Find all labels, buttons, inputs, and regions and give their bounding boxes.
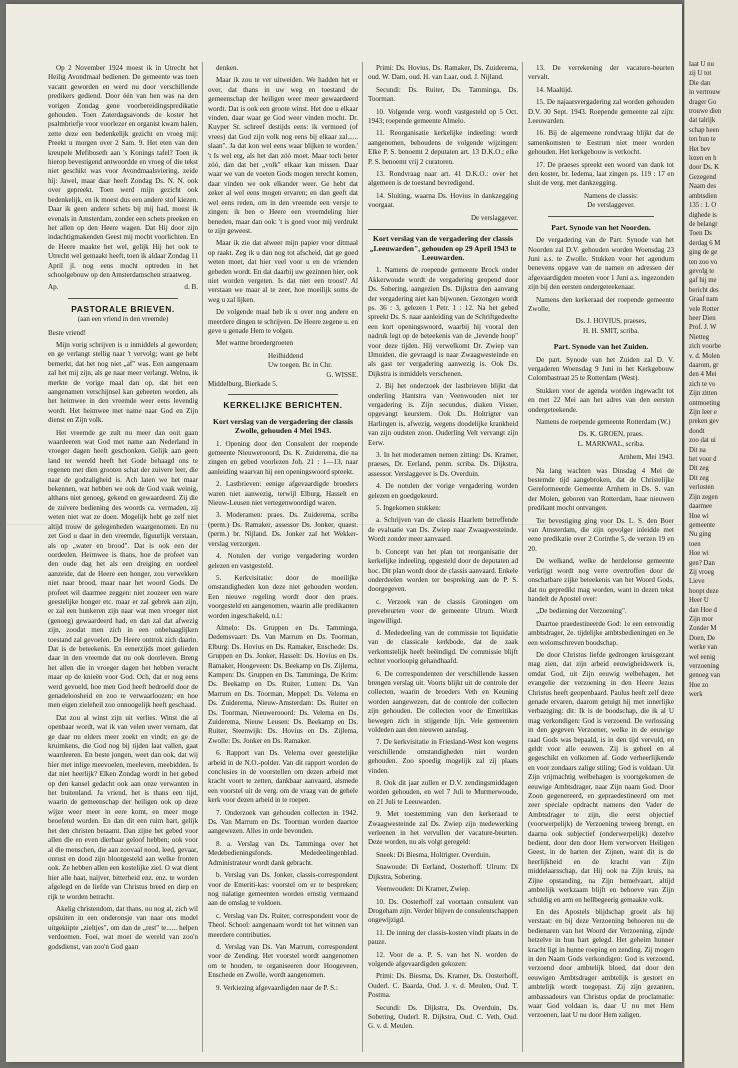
paragraph: Sneek: Di Biesma, Holtrigter. Overduin.	[376, 850, 491, 859]
edge-line: Zijn leer e	[689, 409, 717, 417]
edge-line: hoopt deze	[689, 587, 719, 595]
paragraph: 13. De verrekening der vacature-beurten vervalt.	[528, 64, 674, 82]
edge-line: ging de ge	[689, 249, 718, 257]
paragraph: Namens den kerkeraad der roepende gemeente Zwolle,	[528, 295, 674, 313]
edge-line: Lieve	[689, 578, 705, 586]
paragraph: Met warme broedergroeten	[216, 339, 294, 348]
paragraph: 1. Opening door den Consulent der roepende gemeente Nieuwerooord, Ds. K. Zuiderema, die na zingen en gebed voorlezen Joh. 21 : 1—13, naar aanleiding waarvan hij een openingswoord spreekt.	[208, 439, 358, 476]
edge-line: de belangr	[689, 220, 718, 228]
edge-line: werk	[689, 691, 703, 699]
edge-line: 135 : 1. O	[689, 202, 717, 210]
paragraph: Stukken voor de agenda worden ingewacht tot en met 22 Mei aan het adres van den eersten ondergeteekende.	[528, 386, 674, 414]
edge-line: in vertrouw	[689, 89, 721, 97]
signoff-name: G. WISSE.	[326, 370, 358, 379]
edge-line: gemeente	[689, 521, 716, 529]
paragraph: Primi: Ds. Biesma, Ds. Kramer, Ds. Oosterhoff, Ouderl. C. Baarda, Oud. J. v. d. Meulen, Oud. T. Postma.	[368, 972, 518, 1000]
edge-line: gen? Dan	[689, 559, 715, 567]
edge-line: dan Hoe d	[689, 606, 717, 614]
paragraph: Maar ik zie dat alweer mijn papier voor ditmaal op raakt. Zeg ik u dan nog tot afscheid, dat ge goed weten moet, dat hier veel voor u en de vrienden gebeden wordt. En dat daarbij uw gezinnen hier, ook niet worden vergeten. Is dat niet een troost? Al verstaan we maar al te zeer, hoe moeilijk soms de weg u zal lijken.	[208, 239, 358, 304]
edge-line: verzoening	[689, 663, 720, 670]
paragraph: De welkand, welke de herdeloose gemeente verkrijgt wordt nog verre overtroffen door de onschatbare zijke beteekenis van het Woord Gods, dat nu gepredikt mag worden, want in dezen tekst handelt de Apostel over:	[528, 557, 674, 603]
paragraph: Na lang wachten was Dinsdag 4 Mei de bestemde tijd aangebroken, dat de Christelijke Gereformeerde Gemeente Arnhem in Ds. S. van der Molen, geboren van Rotterdam, haar nieuwen predikant mocht ontvangen.	[528, 466, 674, 513]
paragraph: „De bediening der Verzoening".	[536, 607, 627, 616]
paragraph: 8. a. Verslag van Ds. Tamminga over het Medebedieningsfonds. Mededeelingenblad. Administrateur wordt dank gebracht.	[208, 839, 358, 867]
paragraph: 8. Ook dit jaar zullen er D.V. zendingsmiddagen worden gehouden, en wel 7 Juli te Murmerwoude, en 21 Juli te Leeuwarden.	[368, 779, 518, 806]
pastorale-body	[48, 341, 198, 952]
article-title-zwolle: Kort verslag van de vergadering der classis Zwolle, gehouden 4 Mei 1943.	[213, 416, 353, 436]
paragraph: 7. Onderzoek van gehouden collecten in 1942. Ds. Van Marrum en Ds. Toorman worden daartoe aangewezen. Alles in orde bevonden.	[208, 808, 358, 836]
part-synode-noorden-body	[528, 236, 674, 314]
signoff-place: Middelburg, Bierkade 5.	[208, 380, 278, 388]
adjacent-page-text	[685, 0, 738, 700]
leeuwarden-report	[368, 266, 518, 1031]
paragraph: 13. Rondvraag naar art. 41 D.K.O.: over het algemeen is de toestand bevredigend.	[368, 170, 518, 188]
edge-line: Hoe wi	[689, 550, 709, 558]
paragraph: Namens de roepende gemeente Rotterdam (W.)	[536, 418, 671, 426]
article-title-leeuwarden: Kort verslag van de vergadering der classis „Leeuwarden", gehouden op 29 April 1943 te Leeuwarden.	[368, 229, 518, 262]
paragraph: Daartoe praedestineerde God: 1e een eenvoudig ambtsdrager, 2e. tijdelijke ambtsbedieningen en 3e een welomschreven boodschap.	[528, 619, 674, 647]
arnhem-dateline: Arnhem, Mei 1943.	[618, 453, 674, 462]
edge-line: ten zoo vo	[689, 258, 718, 266]
edge-line: wel eenig	[689, 653, 716, 661]
paragraph: 14. Maaltijd.	[536, 85, 573, 94]
paragraph: Snawoude: Di Eerland, Oosterhoff. Ulrum: Di Dijkstra, Sobering.	[368, 863, 518, 881]
paragraph: 4. Notulen der vorige vergadering worden gelezen en vastgesteld.	[208, 552, 358, 570]
adjacent-page-edge	[684, 0, 738, 1068]
edge-line: Hoe wi	[689, 512, 709, 520]
zwolle-report-continuation	[368, 64, 518, 211]
paragraph: En des Apostels blijdschap groeit als hij verstaat: en bij deze Verzoening behooren nu de bedienaren van het Woord der Verzoening, zijnde hetzelve in hun hart gelegd. Het geheim hunner kracht ligt in hunne roeping en zending. Zij mogen in den Naam Gods verkondigen: God is verzoend, verzoend door ambtelijk bloed, dat door den eeuwigen Ambtsdrager ambtelijk is gestort en ambtelijk wordt toegepast. Zij zijn gezanten, ambassadeurs van Christus opdat de proclamatie: waar God voldaan is, daar U nu met Hem verzoenen, laat U nu door Hem zaligen.	[528, 907, 674, 1020]
divider	[228, 394, 338, 395]
edge-line: doodt	[689, 427, 705, 435]
edge-line: Zijn zitten	[689, 390, 718, 398]
paragraph: 16. Bij de algemeene rondvraag blijkt dat de samenkomsten te Eestrum niet meer worden gehouden. Het kerkgebouw is verkocht.	[528, 129, 674, 157]
edge-line: dighede is	[689, 211, 717, 219]
paragraph: 10. Ds. Oosterhoff zal voortaan consulent van Drogeham zijn. Verder blijven de consulentschappen ongewijzigd.	[368, 897, 518, 925]
paragraph: Primi: Ds. Hovius, Ds. Ramaker, Ds. Zuiderema, oud. W. Dam, oud. H. van Laar, oud. J. Nijland.	[368, 64, 518, 82]
paragraph: 15. De najaarsvergadering zal worden gehouden D.V. 30 Sept. 1943. Roepende gemeente zal zijn: Leeuwarden.	[528, 98, 674, 126]
signoff-line: Heilhiddend	[268, 351, 304, 360]
edge-line: werke van	[689, 644, 718, 652]
edge-line: zich te vo	[689, 380, 716, 388]
paragraph: d. Mededeeling van de commissie tot liquidatie van de classicale kerkbode, dat de zaak verkomstelijk heeft beëindigd. De commissie blijft echter voorloopig gehandhaafd.	[368, 628, 518, 666]
pastorale-signoff	[268, 352, 358, 380]
edge-line: gevolg te	[689, 267, 715, 275]
edge-line: Het bev	[689, 145, 711, 153]
column-1	[48, 64, 198, 955]
paragraph: Het vreemde ge zult nu meer dan ooit gaan waardeeren wat God met name aan Nederland in vroeger dagen heeft geschonken. Gelijk aan geen land ter wereld heeft het Gode behaagd ons te regenen met dien grooten schat der zuivere leer, die naar de godzaligheid is. Ach laten we het maar bekennen, wat hebben we ook de God vaak weinig, althans niet genoeg, gekend en gewaardeerd. Zij die de zuivere bediening des woords ca. vermaden, zij weten niet wat ze doen. Mogelijk hebt ge zelf niet altijd trouw de gelegenheden waargenomen. En nu zet God u daar in den vreemde, figuurlijk verstaan, als op „water en brood". Dat is ook een der oordeelen. Heimwee is thans, hoe de profeet van den oude dag het als een dreiging en oordeel aanzeide, dat de Heere een honger, zou verwekken niet naar brood, maar naar het woord Gods. De profeet wil daarmee zeggen: niet zoozeer een ware geestelijke honger etc. maar er zal gebrek aan zijn, er zal een hunkeren zijn naar wat men vroeger niet (genoeg) gewaardeerd had, en dan zal dat afwezig zijn, zoodat men zich in een onbehaaglijken toestand zal gevoelen. De Heere onttrok zich daarin. Dat is de beteekenis. En eenerzijds moet gelieden daar in den vreemde dat nu ook doorleven. Breng het allen die in vroeger dagen het hebben veracht maar op de knieën voor God. Och, dat er nog eens werd gevoeld, hoe men God heeft bedroefd door de genadeloosheid en zoo te verwaarloozen; en hoe men eigen zieleheil zoo onnoogelijk heeft geschaad.	[48, 428, 198, 710]
signature-line: Ds. K. GROEN, praes.	[578, 430, 644, 439]
leeuwarden-signature	[548, 192, 674, 211]
edge-line: v. d. Molen	[689, 352, 720, 360]
edge-line: laat U nu	[689, 61, 714, 68]
signoff-line: Uw toegen. Br. in Chr.	[268, 361, 333, 370]
edge-line: zich voorbe	[689, 343, 721, 351]
paragraph: 5. Ingekomen stukken:	[376, 504, 441, 513]
edge-line: verlosten	[689, 484, 714, 492]
part-synode-noorden-title: Part. Synode van het Noorden.	[551, 222, 651, 232]
edge-line: drager Go	[689, 98, 717, 106]
edge-line: Dit na	[689, 446, 706, 454]
paragraph: 7. De kerkvisitatie in Friesland-West kon wegens verschillende omstandigheden niet worden gehouden. Zoo spoedig mogelijk zal zij plaats vinden.	[368, 738, 518, 775]
column-rule	[362, 62, 363, 1052]
edge-line: derdag 6 M	[689, 239, 721, 247]
part-synode-zuiden-title: Part. Synode van het Zuiden.	[553, 342, 649, 352]
edge-line: daarom, gr	[689, 362, 719, 369]
section-subtitle: (aan een vriend in den vreemde)	[77, 315, 169, 324]
paragraph: 11. De inning der classis-kosten vindt plaats in de pauze.	[368, 928, 518, 947]
edge-line: lezen en h	[689, 155, 717, 163]
paragraph: 4. De notulen der vorige vergadering worden gelezen en goedgekeurd.	[368, 482, 518, 500]
paragraph: 6. De correspondenten der verschillende kassen brengen verslag uit. Voorts blijkt uit de controle der collecten, waarin de broeders Veth en Keuning worden aangewezen, dat de controle der collecten zijn gehouden. De collecten voor de Emeritikas hewegen zich in stijgende lijn. Vele gemeenten voldeden aan den nieuwen aanslag.	[368, 669, 518, 734]
signature-line: H. H. SMIT, scriba.	[582, 326, 640, 335]
column-rule	[202, 62, 203, 1052]
leeuwarden-report-continuation	[528, 64, 674, 189]
paragraph: b. Concept van het plan tot reorganisatie der kerkelijke indeeling, opgesteld door de deputaten ad hoc. Dit plan wordt door de classis aanvaard. Enkele onderdeelen worden ter bespreking aan de P. S. doorgegeven.	[368, 547, 518, 594]
edge-line: Gezegend	[689, 173, 717, 181]
paragraph: Maar ik zou te ver uitweiden. We hadden het er over, dat thans in uw weg en toestand de gemeenschap der heiligen weer meer gewaardeerd wordt. Dat is ook een groote winst. Het doe u elkaar vinden, daar waar ge God weer vinden mocht. Dr. Kuyper Sr. schreef destijds eens: ik vermoed (of vrees) dat God zijn volk nog eens bij elkaar zal...... slaan". Ja dat kon wel eens waar blijken te worden.' 't Is wel erg, als het dan zóó moet. Maar toch beter zóó, dan dat het „volk" elkaar kan missen. Daar waar we van de voeten Gods mogen terecht komen, daar vinden we ook elkander weer. Ge hebt dat zeker al wel eens mogen ervaren; en dan geeft dat wel eens reden, om in den vreemde een versje te zingen: ik ben o Heere een vreemdeling hier beneden, maar dan ook: 't is goed voor mij verdrukt te zijn geweest.	[208, 76, 358, 235]
paragraph: b. Verslag van Ds. Jonker, classis-correspondent voor de Emeriti-kas: voorstel om er te bespreken; nog nalatige gemeenten worden ernstig vermaand aan de omslag te voldoen.	[208, 871, 358, 908]
paragraph: 12. Voor de a. P. S. van het N. worden de volgende afgevaardigden gekozen:	[368, 950, 518, 968]
paragraph: De part. Synode van het Zuiden zal D. V. vergaderen Woensdag 9 Juni in het Kerkgebouw Colombastraat 25 te Rotterdam (West).	[528, 355, 674, 383]
edge-line: vele Rotter	[689, 305, 720, 313]
edge-line: Zonder M	[689, 625, 717, 633]
edge-line: bericht des	[689, 286, 719, 294]
edge-line: gaf hij me	[689, 277, 717, 285]
column-3	[368, 64, 518, 1035]
top-signature: De verslaggever.	[470, 213, 518, 222]
edge-line: het voor d	[689, 456, 717, 464]
paragraph: De volgende maal heb ik u over nog andere en meerdere dingen te schrijven. De Heere zegene u. en geve u genade Hem te volgen.	[208, 308, 358, 335]
zwolle-report	[208, 440, 358, 993]
paragraph: 14. Sluiting, waarna Ds. Hovius in dankzegging voorgaat.	[368, 191, 518, 210]
paragraph: 2. Lastbrieven: eenige afgevaardigde broeders waren niet aanwezig, terwijl Elburg, Hasselt en Nieuw-Leusen niet vertegenwoordigd waren.	[208, 480, 358, 508]
edge-line: Die dan	[689, 79, 711, 87]
paragraph: 1. Namens de roepende gemeente Brock onder Akkerwoude wordt de vergadering geopend door Ds. Sobering, aangezien Ds. Dijkstra den aanvang der vergadering niet kan bijwonen. Gezongen wordt ps. 36 : 3, gelezen 1 Petr. 1 : 12. Na het gebed spreekt Ds. S. naar aanleiding van de Schriftgedeelte een kort openingswoord, waarbij hij vooral den nadruk legt op de beteekenis van de „levende hoop" voor deze tijden. Hij verwelkomt Dr. Zwiep van IJmuiden, die gevraagd is naar Zwaagwesteinde en als gast ter vergadering aanwezig is. Ook Ds. Dijkstra is inmiddels verschenen.	[368, 266, 518, 378]
edge-line: Zijn zegen	[689, 493, 718, 501]
paragraph: Mijn vorig schrijven is u inmiddels al geworden; en ge verlangt stellig naar 't vervolg; want ge hebt bemerkt, dat het nog niet „af" was. Een aangenaam zal het mij zijn, als ge naar meer verlangt. Welnu, ik merkte de vorige maal dan op, dat het een aangenamen verschijnsel kan geheeten worden, als het heimwee in den vreemde weer eens levendig wordt. Het heimwee met name naar God en Zijn dienst en Zijn volk.	[48, 340, 198, 425]
paragraph: 2. Bij het onderzoek der lastbrieven blijkt dat onderling Hantstra van Veenwouden niet ter vergadering is. Zijn secundus, diaken Visser, opgevangt keurstem. Ook Ds. Holtrigter van Harlingen is, afwezig, wegens doodelijke krankheid van zijn oudsten zoon. Ouderling Velt vervangt zijn Eerw.	[368, 382, 518, 447]
intro-article	[48, 64, 198, 280]
edge-line: dat talrijk	[689, 117, 716, 125]
paragraph: denken.	[216, 64, 239, 72]
edge-line: preken gev	[689, 418, 720, 426]
divider	[68, 298, 178, 299]
signature-line: Ds. J. HOVIUS, praeses,	[575, 317, 647, 326]
paragraph: a. Schrijven van de classis Haarlem betreffende de evaluatie van Ds. Zwiep naar Zwaagwesteinde. Wordt zonder meer aanvaard.	[368, 516, 518, 544]
edge-line: schap heen	[689, 126, 720, 134]
edge-line: toen	[689, 540, 701, 548]
paragraph: De door Christus liefde gedrongen kruisgezant mag zien, dat zijn arbeid eeuwigheidswerk is, omdat God, uit Zijn eeuwig welbehagen, het evangelie der verzoening in den Heere Jezus Christus heeft geopenbaard. Paulus heeft zelf deze genade ervaren, daarom getuigt hij met innerlijke verbaziging: dit: Ik is de boodschap, die ik al U mag verkondigen: God is verzoend. De verlossing in den gegeven Verzoener, welke in de eeuwige raad Gods was bepaald, is in den tijd vervuld, en geldt voor alle eeuwen. Zij is geheel en al gegeschikt en volkomen af. Gode verheerlijkende en voor zondaars zalige stiling; God is voldaan. Uit Zijn vrijmachtig welbehagen is voortgekomen de eeuwige Ambtsdrager, naar Zijn naam God. Door Zoon gegenereerd, en gepraedestineerd om met zeer speciale opdracht namens den Vader de Ambtsdrager te zijn, die eerst objectief (voorwerpelijk) de Verzoening teweeg brengt, en daarna ook subjectief (onderwerpelijk) dezelve bedient, door den door Hem verworven Heiligen Geest, in de harten der Zijnen, want dit is de heerlijkheid en de kracht van Zijn middelaarsschap, dat Hij ook na Zijn kruis, na Zijne opstanding, na Zijn hemelvaart, altijd ambtelijk werkzaam blijft en behoeve van Zijn schuldig en arm en hellbegeerig gemaakte volk.	[528, 650, 674, 904]
edge-line: Nietteg	[689, 333, 710, 341]
paragraph: 6. Rapport van Ds. Velema over geestelijke arbeid in de N.O.-polder. Van dit rapport worden de conclusies in de voorstellen om dezen arbeid met kracht voort te zetten, dankbaar aanvaard, alsmede een voorstel uit de verg. om de vraag van de gehele kerk voor dezen arbeid in te roepen.	[208, 749, 358, 805]
edge-line: ten hun te	[689, 136, 716, 144]
paragraph: 9. Met toestemming van den kerkeraad te Zwaagwesteinde zal Ds. Zwiep zijn medewerking verleenen in het vervullen der vacature-beurten. Deze worden, nu als volgt geregeld:	[368, 810, 518, 847]
edge-line: den 4 Mei	[689, 371, 717, 379]
paragraph: 11. Reorganisatie kerkelijke indeeling: wordt aangenomen, behoudens de volgende wijzingen: Elke P. S. benoemt 2 deputaten art. 13 D.K.O.; elke P. S. benoemt vrij 2 curatoren.	[368, 129, 518, 166]
edge-line: door Ds. K	[689, 164, 720, 172]
intro-sign-left: Ap.	[48, 283, 59, 292]
section-title-pastorale: PASTORALE BRIEVEN.	[71, 303, 175, 314]
edge-line: zoo dat ui	[689, 437, 716, 445]
paragraph: 17. De praeses spreekt een woord van dank tot den koster, br. Iedema, laat zingen ps. 119 : 17 en sluit de verg. met dankzegging.	[528, 160, 674, 188]
edge-line: Prof. J. W	[689, 324, 717, 332]
edge-line: Doen, De	[689, 634, 716, 642]
part-synode-noorden-signature	[548, 317, 674, 336]
paragraph: Op 2 November 1924 moest ik in Utrecht het Heilig Avondmaal bedienen. De gemeente was toen vacant geworden en werd nu door verschillende predikers gediend. Door één van hen was na den vorigen Zondag gene voorbereidingspredikatie gehouden. Toen Zaterdagsavonds de koster het psalmbriefje voor voorlezer en organist kwam halen, zette deze een bedenkelijk gezicht en vroeg mij: Preekt u morgen over 2 Sam. 9. Het eten van den kreupele Mefiboseth aan 's Konings tafel? Toen ik hierop bevestigend antwoordde en vroeg of die tekst niet geschikt was voor Avondmaalsviering, zeide hij: Jawel, maar daar heeft Zondag Ds. N. N. ook over gepreekt. Toen werd mijn gezicht ook bedenkelijk, en ik moest dus een andere stof kiezen. Daar ik geen andere schets bij mij had, moest ik evenals in Amsterdam, zonder een schets preeken en het allen op den Heere wagen. Dat Hij door zijn indachtigmakenden Geest mij mocht voorlichten. En de Heere maakte het wel, gelijk Hij het ook te Utrecht wel gemaakt heeft, toen ik aldaar Zondag 11 April jl. nog eens mocht optreden in het schoolgebouw op den Amsterdamschen straatweg.	[48, 64, 198, 279]
edge-line: ambtsdien	[689, 192, 717, 200]
newspaper-page	[6, 4, 682, 1062]
paragraph: Secundi: Ds. Dijkstra, Ds. Overduin, Ds. Sobering, Ouderl. R. Dijkstra, Oud. C. Veth, Oud. G. v. d. Meulen.	[368, 1003, 518, 1031]
edge-line: daarmee	[689, 503, 713, 511]
signature-line: De verslaggever.	[587, 201, 635, 210]
paragraph: Ter bevestiging ging voor Ds. L. S. den Boer van Amsterdam, die zijn opvolger inleidde met eene predikatie over 2 Corinthe 5, de verzen 19 en 20.	[528, 516, 674, 553]
paragraph: De vergadering van de Part. Synode van het Noorden zal D.V. gehouden worden Woensdag 23 Juni a.s. te Zwolle. Stukken voor het agendum benevens opgave van de namen en adressen der afgevaardigden moeten voor 1 Juni a.s. ingezonden zijn bij den eersten ondergeteekenaar.	[528, 236, 674, 292]
signature-line: L. MARKWAL, scriba.	[577, 439, 645, 448]
column-4	[528, 64, 674, 1024]
signature-line: Namens de classis:	[584, 191, 638, 200]
part-synode-zuiden-signature	[548, 430, 674, 449]
paragraph: 5. Kerkvisitatie: door de moeilijke omstandigheden kon deze niet gehouden worden. Een nieuwe regeling wordt door den praes. voorgesteld en aangenomen, waarin alle predikanten worden ingeschakeld, n.l.:	[208, 573, 358, 620]
paragraph: c. Verslag van Ds. Ruiter, correspondent voor de Theol. School: aangenaam wordt tot het winnen van meerdere contributies.	[208, 911, 358, 939]
column-rule	[522, 62, 523, 1052]
pastorale-continuation	[208, 64, 358, 349]
divider	[548, 216, 654, 217]
part-synode-zuiden-body	[528, 356, 674, 428]
edge-line: Naam des	[689, 183, 716, 191]
edge-line: heer Dien	[689, 314, 716, 322]
edge-line: Heer U	[689, 597, 709, 605]
edge-line: Nu ging	[689, 531, 712, 539]
paragraph: Almelo: Ds. Gruppen en Ds. Tamminga, Dedemsvaart: Ds. Van Marrum en Ds. Toorman, Elburg: Ds. Hovius en Ds. Ramaker, Enschede: Ds. Gruppen en Ds. Jonker, Hasselt: Ds. Hovius en Ds. Ramaker, Hoogeveen: Ds. Beekamp en Ds. Zijlema, Kampen: Ds. Gruppen en Ds. Tamminga, De Krim: Ds. Beekamp en Ds. Ruiter, Lutten: Ds. Van Marrum en Ds. Toorman, Meppel: Ds. Velema en Ds. Zuiderema, Nieuw-Amsterdam: Ds. Ruiter en Ds. Toorman, Nieuwerooord: Ds. Velema en Ds. Zuiderema, Nieuw Leusen: Ds. Beekamp en Ds. Ruiter, Steenwijk: Ds. Hovius en Ds. Zijlema, Zwolle: Ds. Jonker en Ds. Ramaker.	[208, 623, 358, 745]
paragraph: Akelig christendom, dat thans, nu nog al, zich wil opsluiten in een onderonsje van naar ons model uitgekiipte „zieltjes", om dan de „rest" te...... helpen verdoemen. Foei, wat moet de wereld van zoo'n godsdienst, van zoo'n God gaan	[48, 904, 198, 951]
paragraph: 10. Volgende verg. wordt vastgesteld op 5 Oct. 1943; roepende gemeente Almelo.	[368, 107, 518, 126]
edge-line: zij U tot	[689, 70, 712, 78]
paragraph: Secundi: Ds. Ruiter, Ds. Tamminga, Ds. Toorman.	[368, 85, 518, 104]
paragraph: Dat zou al winst zijn uit verlies. Winst die al openbaar wordt, wat ik van velen uwer vernam, dat ge daar nu elders meer zoekt en vindt; en ge de kruimkens, die God nog bij tijden laat vallen, gaat waardeeren. En beste jongen, weet dan ook, dat wij hier met inlige meevoelen, meeleven, meebidden. Is dat niet heerlijk? Elken Zondag wordt in het gebed op den kansel gedacht ook aan onze verwanten in het buitenland. Ja vriend, het is thans een tijd, waarin de gemeenschap der heiligen ook op deze wijze weer meer in eere komt, en meer moge beoefend worden. En dan dit een ruim hart, gelijk het den christen betaamt. Dan zijne het gebed voor allen die en even dierbaar geloof hebben; ook voor al die menschen, die aan zoovaal nood, leed, gevaar, onrust en dood zijn blootgesteld aan welke fronten ook. Ze hebben allen een kostelijke ziel. O wat dient hier alle haat, naijver, bitterheid enz. enz. te worden afgelegd en de liefde van Christus breed en diep en rijk te worden betracht.	[48, 713, 198, 901]
paragraph: 3. Moderamen: praes. Ds. Zuiderema, scriba (perm.) Ds. Ramaker, assessor Ds. Jonker, quaest. (perm.) br. Nijland. Ds. Jonker zal het Wekker-verslag verzorgen.	[208, 511, 358, 548]
paragraph: 9. Verkiezing afgevaardigden naar de P. S.:	[216, 983, 338, 992]
paragraph: c. Verzoek van de classis Groningen om prevebeurten voor de gemeente Ulrum. Wordt ingewilligd.	[368, 597, 518, 625]
section-title-kerkelijke: KERKELIJKE BERICHTEN.	[223, 400, 343, 411]
edge-line: Graaf nam	[689, 296, 718, 304]
paragraph: 3. In het moderamen nemen zitting: Ds. Kramer, praeses, Dr. Eerland, penm. scriba. Ds. Dijkstra, assessor. Verslaggever is Ds. Overduin.	[368, 451, 518, 478]
edge-line: Toen Ds	[689, 230, 712, 238]
salutation: Beste vriend!	[48, 328, 87, 337]
edge-line: genoeg van	[689, 672, 721, 680]
edge-line: Dit zeg	[689, 465, 709, 473]
arnhem-report	[528, 467, 674, 1021]
intro-sign-right: d. B.	[184, 283, 198, 292]
paragraph: Veenwouden: Di Kramer, Zwiep.	[376, 885, 471, 894]
edge-line: ontmoeting	[689, 399, 720, 407]
paragraph: d. Verslag van Ds. Van Marrum, correspondent voor de Zending. Het voorstel wordt aangenomen om te houden, te organiseeren door Hoogeveen, Enschede en Zwolle, wordt aangenomen.	[208, 942, 358, 980]
edge-line: trouwe dien	[689, 108, 722, 116]
edge-line: Zijn mor	[689, 615, 713, 623]
edge-line: Hoe zo	[689, 681, 709, 689]
column-2	[208, 64, 358, 996]
edge-line: Zij vroeg	[689, 568, 715, 576]
intro-signature	[48, 283, 198, 292]
edge-line: Dit zeg	[689, 474, 709, 482]
